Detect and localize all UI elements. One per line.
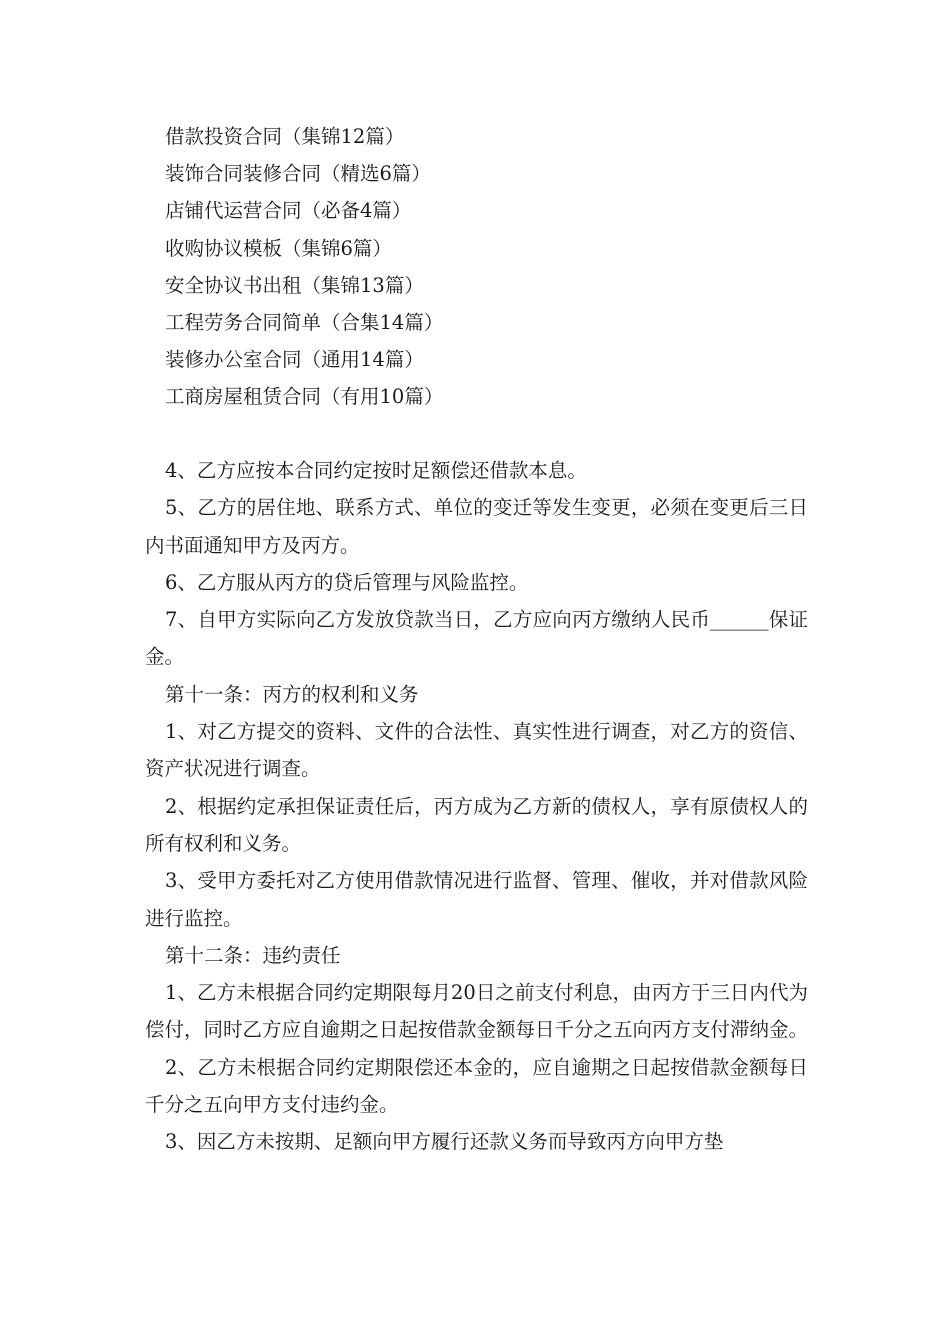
clause-paragraph: 7、自甲方实际向乙方发放贷款当日，乙方应向丙方缴纳人民币______保证金。 (145, 608, 808, 669)
clause-paragraph: 1、乙方未根据合同约定期限每月20日之前支付利息，由丙方于三日内代为偿付，同时乙方应自逾期之日起按借款金额每日千分之五向丙方支付滞纳金。 (145, 981, 809, 1042)
related-contract-link[interactable]: 装修办公室合同（通用14篇） (165, 348, 424, 372)
article-heading: 第十二条：违约责任 (165, 943, 341, 967)
related-contract-link[interactable]: 收购协议模板（集锦6篇） (165, 236, 392, 260)
clause-paragraph: 3、因乙方未按期、足额向甲方履行还款义务而导致丙方向甲方垫 (165, 1130, 724, 1154)
related-contract-link[interactable]: 装饰合同装修合同（精选6篇） (165, 162, 431, 186)
clause-paragraph: 4、乙方应按本合同约定按时足额偿还借款本息。 (165, 459, 587, 482)
clause-paragraph: 1、对乙方提交的资料、文件的合法性、真实性进行调查，对乙方的资信、资产状况进行调查。 (145, 720, 808, 781)
related-contract-link[interactable]: 安全协议书出租（集锦13篇） (165, 273, 424, 297)
contract-body (145, 452, 808, 1161)
clause-paragraph: 2、根据约定承担保证责任后，丙方成为乙方新的债权人，享有原债权人的所有权利和义务。 (145, 794, 808, 855)
article-heading: 第十一条：丙方的权利和义务 (165, 682, 419, 706)
related-contract-link[interactable]: 店铺代运营合同（必备4篇） (165, 199, 412, 223)
related-contract-link[interactable]: 工商房屋租赁合同（有用10篇） (165, 385, 444, 409)
related-contract-link[interactable]: 工程劳务合同简单（合集14篇） (165, 310, 444, 334)
related-contracts-list (165, 118, 805, 416)
clause-paragraph: 3、受甲方委托对乙方使用借款情况进行监督、管理、催收，并对借款风险进行监控。 (145, 869, 808, 930)
clause-paragraph: 2、乙方未根据合同约定期限偿还本金的，应自逾期之日起按借款金额每日千分之五向甲方支付违约金。 (145, 1055, 808, 1117)
clause-paragraph: 5、乙方的居住地、联系方式、单位的变迁等发生变更，必须在变更后三日内书面通知甲方及丙方。 (145, 496, 808, 557)
related-contract-link[interactable]: 借款投资合同（集锦12篇） (165, 125, 405, 148)
clause-paragraph: 6、乙方服从丙方的贷后管理与风险监控。 (165, 570, 529, 594)
